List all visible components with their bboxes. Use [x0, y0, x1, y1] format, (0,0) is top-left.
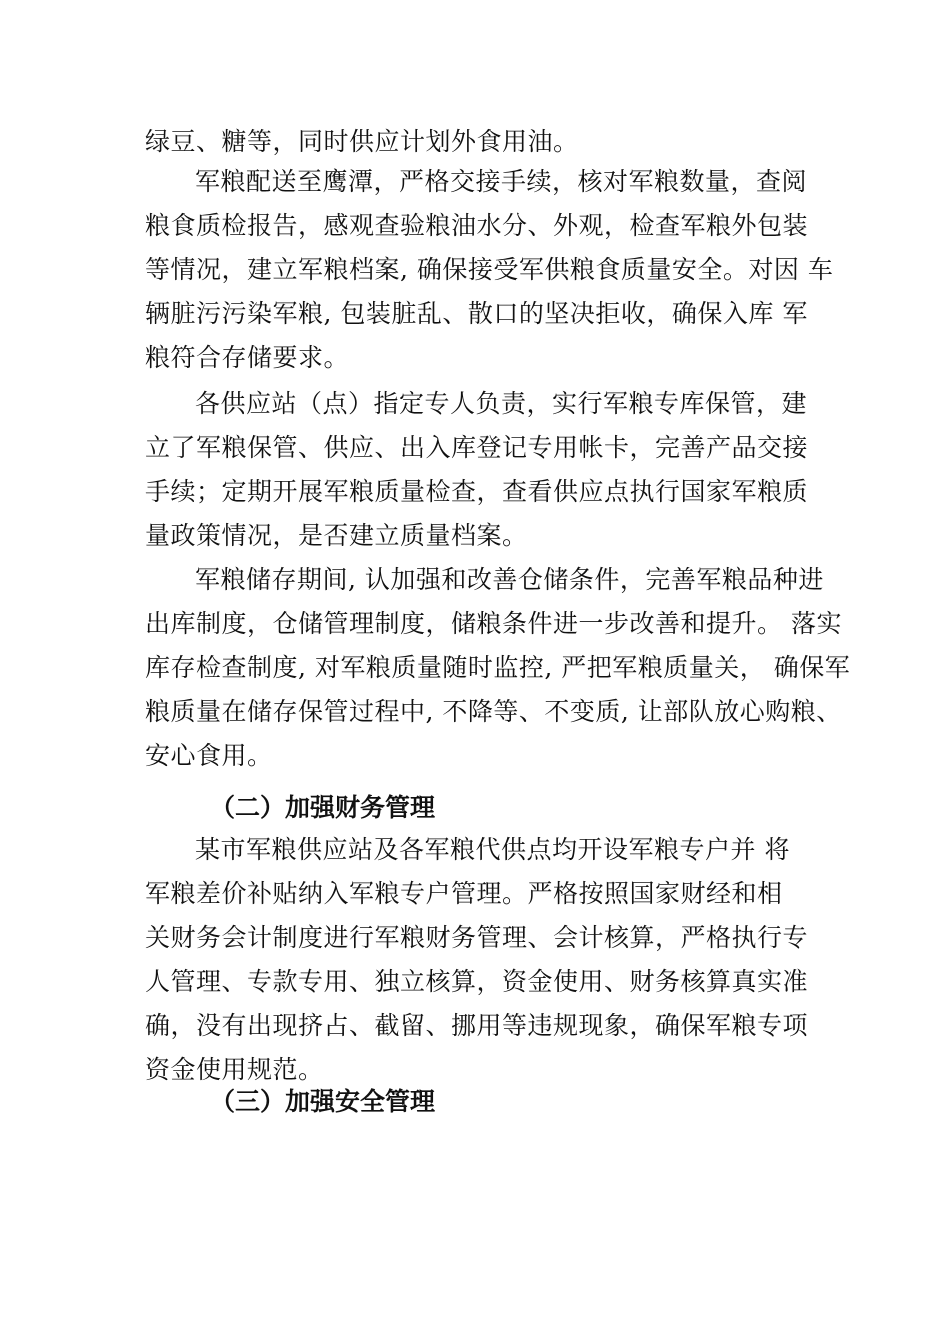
- paragraph-line: 出库制度，仓储管理制度，储粮条件进一步改善和提升。 落实: [145, 609, 842, 638]
- paragraph-line: 量政策情况，是否建立质量档案。: [145, 521, 528, 550]
- paragraph-line: 各供应站（点）指定专人负责，实行军粮专库保管，建: [195, 389, 808, 418]
- paragraph-line: 粮食质检报告，感观查验粮油水分、外观，检查军粮外包装: [145, 211, 809, 240]
- paragraph-line: 确，没有出现挤占、截留、挪用等违规现象，确保军粮专项: [145, 1011, 809, 1040]
- paragraph-line: 立了军粮保管、供应、出入库登记专用帐卡，完善产品交接: [145, 433, 809, 462]
- paragraph-line: 军粮配送至鹰潭，严格交接手续，核对军粮数量，查阅: [195, 167, 808, 196]
- section-heading-finance: （二）加强财务管理: [210, 793, 436, 822]
- paragraph-line: 等情况，建立军粮档案, 确保接受军供粮食质量安全。对因 车: [145, 255, 834, 284]
- paragraph-line: 资金使用规范。: [145, 1055, 324, 1084]
- paragraph-line: 绿豆、糖等，同时供应计划外食用油。: [145, 127, 579, 156]
- section-heading-safety: （三）加强安全管理: [210, 1087, 436, 1116]
- paragraph-line: 库存检查制度, 对军粮质量随时监控, 严把军粮质量关， 确保军: [145, 653, 851, 682]
- paragraph-line: 手续；定期开展军粮质量检查，查看供应点执行国家军粮质: [145, 477, 809, 506]
- paragraph-line: 军粮差价补贴纳入军粮专户管理。严格按照国家财经和相: [145, 879, 783, 908]
- paragraph-line: 某市军粮供应站及各军粮代供点均开设军粮专户并 将: [195, 835, 790, 864]
- paragraph-line: 军粮储存期间, 认加强和改善仓储条件，完善军粮品种进: [195, 565, 824, 594]
- paragraph-line: 安心食用。: [145, 741, 273, 770]
- paragraph-line: 人管理、专款专用、独立核算，资金使用、财务核算真实准: [145, 967, 809, 996]
- paragraph-line: 辆脏污污染军粮, 包装脏乱、散口的坚决拒收，确保入库 军: [145, 299, 808, 328]
- paragraph-line: 关财务会计制度进行军粮财务管理、会计核算，严格执行专: [145, 923, 809, 952]
- paragraph-line: 粮质量在储存保管过程中, 不降等、不变质, 让部队放心购粮、: [145, 697, 842, 726]
- paragraph-line: 粮符合存储要求。: [145, 343, 350, 372]
